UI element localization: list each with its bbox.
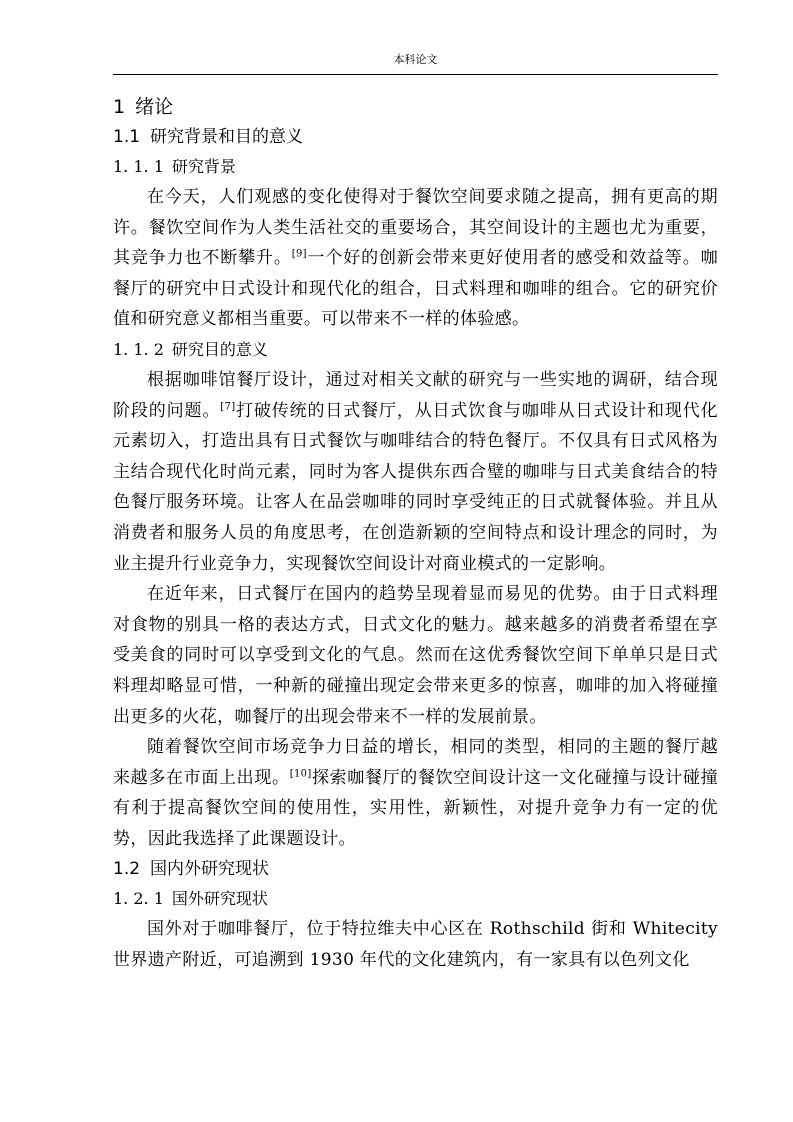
paragraph-foreign-research: 国外对于咖啡餐厅，位于特拉维夫中心区在 Rothschild 街和 Whitecity 世界遗产附近，可追溯到 1930 年代的文化建筑内，有一家具有以色列文化 — [113, 919, 718, 971]
paragraph-text: 随着餐饮空间市场竞争力日益的增长，相同的类型，相同的主题的餐厅越来越多在市面上出现。 — [113, 737, 718, 788]
citation-ref: [7] — [220, 400, 236, 412]
section-title: 国内外研究现状 — [150, 859, 270, 880]
subsection-number: 1. 1. 2 — [113, 339, 164, 359]
paragraph-text: 打破传统的日式餐厅，从日式饮食与咖啡从日式设计和现代化元素切入，打造出具有日式餐饮与咖啡结合的特色餐厅。不仅具有日式风格为主结合现代化时尚元素，同时为客人提供东西合璧的咖啡与日式美食结合的特色餐厅服务环境。让客人在品尝咖啡的同时享受纯正的日式就餐体验。并且从消费者和服务人员的角度思考，在创造新颖的空间特点和设计理念的同时，为业主提升行业竞争力，实现餐饮空间设计对商业模式的一定影响。 — [113, 400, 718, 574]
subsection-title: 研究目的意义 — [171, 339, 268, 359]
subsection-heading-1-2-1 — [113, 884, 718, 914]
header-rule — [113, 74, 718, 75]
subsection-title: 国外研究现状 — [171, 889, 268, 909]
paragraph-text: 一个好的创新会带来更好使用者的感受和效益等。咖餐厅的研究中日式设计和现代化的组合，日式料理和咖啡的组合。它的研究价值和研究意义都相当重要。可以带来不一样的体验感。 — [113, 248, 718, 330]
paragraph-text: 在今天，人们观感的变化使得对于餐饮空间要求随之提高，拥有更高的期许。餐饮空间作为人类生活社交的重要场合，其空间设计的主题也尤为重要，其竞争力也不断攀升。 — [113, 187, 718, 269]
subsection-heading-1-1-2 — [113, 335, 718, 365]
paragraph-text: 根据咖啡馆餐厅设计，通过对相关文献的研究与一些实地的调研，结合现阶段的问题。 — [113, 369, 718, 421]
subsection-title: 研究背景 — [171, 157, 236, 176]
paragraph-text: 探索咖餐厅的餐饮空间设计这一文化碰撞与设计碰撞有利于提高餐饮空间的使用性，实用性，新颖性，对提升竞争力有一定的优势，因此我选择了此课题设计。 — [113, 767, 718, 849]
subsection-heading-1-1-1 — [113, 152, 718, 182]
paragraph-research-background — [113, 182, 718, 335]
section-number: 1.1 — [113, 127, 141, 147]
paragraph-japanese-restaurant-trend: 在近年来，日式餐厅在国内的趋势呈现着显而易见的优势。由于日式料理对食物的别具一格的表达方式，日式文化的魅力。越来越多的消费者希望在享受美食的同时可以享受到文化的气息。然而在这优秀餐饮空间下单单只是日式料理却略显可惜，一种新的碰撞出现定会带来更多的惊喜，咖啡的加入将碰撞出更多的火花，咖餐厅的出现会带来不一样的发展前景。 — [113, 584, 718, 727]
paragraph-research-purpose — [113, 365, 718, 579]
subsection-number: 1. 2. 1 — [113, 889, 164, 909]
subsection-number: 1. 1. 1 — [113, 157, 164, 176]
section-title: 研究背景和目的意义 — [150, 127, 304, 147]
citation-ref: [9] — [291, 248, 307, 260]
paragraph-market-competition — [113, 732, 718, 854]
chapter-heading — [113, 92, 718, 122]
section-number: 1.2 — [113, 859, 141, 880]
section-heading-1-2 — [113, 854, 718, 884]
chapter-number: 1 — [113, 96, 126, 118]
chapter-title: 绪论 — [135, 96, 174, 118]
section-heading-1-1 — [113, 122, 718, 152]
page-body — [113, 92, 718, 976]
page-header: 本科论文 — [393, 53, 438, 66]
citation-ref: [10] — [289, 768, 312, 780]
